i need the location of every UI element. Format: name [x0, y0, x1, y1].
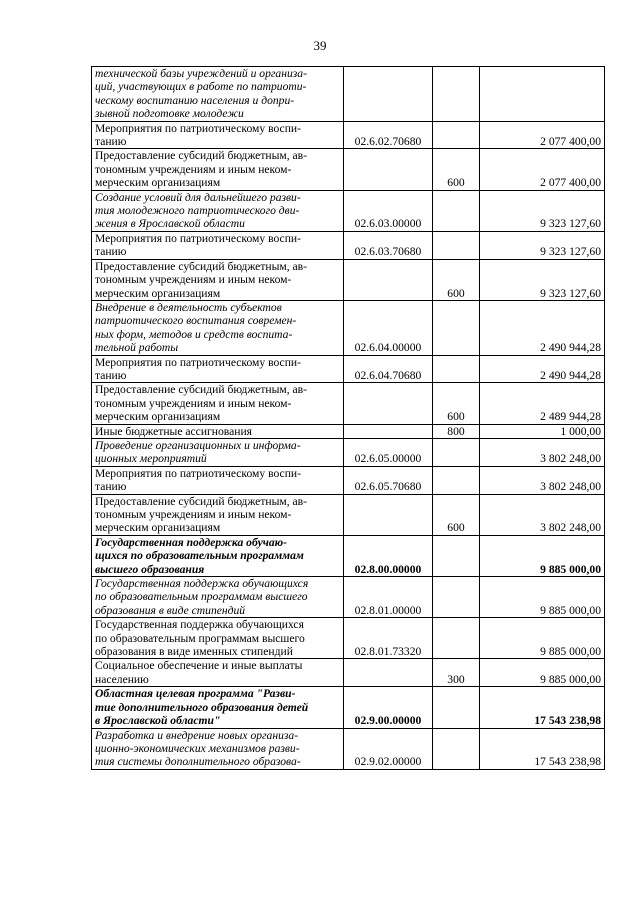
row-amount-cell: 9 885 000,00: [480, 659, 605, 687]
row-name-cell: Внедрение в деятельность субъектов патриотического воспитания современ- ных форм, методов и средств воспита- тельной работы: [92, 300, 344, 355]
row-expense-type-cell: [433, 67, 480, 122]
row-code-cell: [344, 424, 433, 438]
table-row: [92, 383, 605, 424]
table-row: [92, 577, 605, 618]
row-name-cell: технической базы учреждений и организа- ций, участвующих в работе по патриоти- ческому воспитанию населения и допри- зывной подготовке молодежи: [92, 67, 344, 122]
row-amount-cell: 3 802 248,00: [480, 494, 605, 535]
row-code-cell: 02.8.01.73320: [344, 618, 433, 659]
row-amount-cell: 9 323 127,60: [480, 259, 605, 300]
row-name-cell: Предоставление субсидий бюджетным, ав- тономным учреждениям и иным неком- мерческим организациям: [92, 494, 344, 535]
row-code-cell: 02.6.04.70680: [344, 355, 433, 383]
row-amount-cell: 9 323 127,60: [480, 190, 605, 231]
row-expense-type-cell: [433, 231, 480, 259]
row-name-cell: Иные бюджетные ассигнования: [92, 424, 344, 438]
table-row: [92, 190, 605, 231]
row-name-cell: Предоставление субсидий бюджетным, ав- тономным учреждениям и иным неком- мерческим организациям: [92, 383, 344, 424]
row-name-cell: Государственная поддержка обучающихся по образовательным программам высшего образования в виде именных стипендий: [92, 618, 344, 659]
row-amount-cell: 3 802 248,00: [480, 466, 605, 494]
table-row: [92, 67, 605, 122]
row-expense-type-cell: [433, 466, 480, 494]
row-amount-cell: 2 077 400,00: [480, 121, 605, 149]
row-expense-type-cell: 800: [433, 424, 480, 438]
table-row: [92, 424, 605, 438]
row-code-cell: [344, 383, 433, 424]
page-number: 39: [313, 38, 327, 53]
row-expense-type-cell: [433, 535, 480, 576]
row-code-cell: 02.8.00.00000: [344, 535, 433, 576]
row-expense-type-cell: [433, 687, 480, 728]
row-expense-type-cell: 300: [433, 659, 480, 687]
table-row: [92, 535, 605, 576]
row-amount-cell: 17 543 238,98: [480, 728, 605, 769]
row-expense-type-cell: [433, 438, 480, 466]
row-name-cell: Мероприятия по патриотическому воспи- танию: [92, 231, 344, 259]
row-amount-cell: 9 885 000,00: [480, 618, 605, 659]
row-code-cell: 02.6.02.70680: [344, 121, 433, 149]
table-row: [92, 618, 605, 659]
row-code-cell: [344, 67, 433, 122]
row-code-cell: [344, 259, 433, 300]
row-amount-cell: 9 885 000,00: [480, 535, 605, 576]
row-amount-cell: [480, 67, 605, 122]
row-code-cell: 02.6.05.70680: [344, 466, 433, 494]
row-name-cell: Мероприятия по патриотическому воспи- танию: [92, 355, 344, 383]
row-amount-cell: 9 323 127,60: [480, 231, 605, 259]
row-name-cell: Создание условий для дальнейшего разви- тия молодежного патриотического дви- жения в Ярославской области: [92, 190, 344, 231]
table-row: [92, 259, 605, 300]
row-expense-type-cell: 600: [433, 494, 480, 535]
row-code-cell: [344, 494, 433, 535]
row-code-cell: 02.8.01.00000: [344, 577, 433, 618]
row-name-cell: Государственная поддержка обучаю- щихся по образовательным программам высшего образования: [92, 535, 344, 576]
row-name-cell: Проведение организационных и информа- ционных мероприятий: [92, 438, 344, 466]
row-code-cell: [344, 149, 433, 190]
table-row: [92, 466, 605, 494]
row-expense-type-cell: [433, 577, 480, 618]
row-expense-type-cell: [433, 728, 480, 769]
row-name-cell: Областная целевая программа "Разви- тие дополнительного образования детей в Ярославской области": [92, 687, 344, 728]
row-expense-type-cell: [433, 121, 480, 149]
row-expense-type-cell: [433, 355, 480, 383]
table-row: [92, 231, 605, 259]
table-row: [92, 149, 605, 190]
row-code-cell: 02.9.02.00000: [344, 728, 433, 769]
table-row: [92, 121, 605, 149]
row-amount-cell: 2 489 944,28: [480, 383, 605, 424]
row-expense-type-cell: 600: [433, 383, 480, 424]
table-row: [92, 438, 605, 466]
row-amount-cell: 2 077 400,00: [480, 149, 605, 190]
row-name-cell: Разработка и внедрение новых организа- ционно-экономических механизмов разви- тия системы дополнительного образова-: [92, 728, 344, 769]
table-row: [92, 494, 605, 535]
row-code-cell: 02.6.04.00000: [344, 300, 433, 355]
row-amount-cell: 9 885 000,00: [480, 577, 605, 618]
row-expense-type-cell: 600: [433, 259, 480, 300]
budget-table-body: [92, 67, 605, 770]
row-name-cell: Государственная поддержка обучающихся по образовательным программам высшего образования в виде стипендий: [92, 577, 344, 618]
row-code-cell: 02.6.03.70680: [344, 231, 433, 259]
row-name-cell: Социальное обеспечение и иные выплаты населению: [92, 659, 344, 687]
row-code-cell: 02.6.03.00000: [344, 190, 433, 231]
row-expense-type-cell: [433, 190, 480, 231]
row-amount-cell: 17 543 238,98: [480, 687, 605, 728]
table-row: [92, 687, 605, 728]
row-amount-cell: 2 490 944,28: [480, 300, 605, 355]
table-row: [92, 300, 605, 355]
row-expense-type-cell: [433, 618, 480, 659]
row-name-cell: Мероприятия по патриотическому воспи- танию: [92, 466, 344, 494]
row-code-cell: 02.9.00.00000: [344, 687, 433, 728]
row-code-cell: 02.6.05.00000: [344, 438, 433, 466]
budget-table: [91, 66, 605, 770]
row-expense-type-cell: [433, 300, 480, 355]
table-row: [92, 355, 605, 383]
table-row: [92, 659, 605, 687]
row-amount-cell: 1 000,00: [480, 424, 605, 438]
row-name-cell: Мероприятия по патриотическому воспи- танию: [92, 121, 344, 149]
row-name-cell: Предоставление субсидий бюджетным, ав- тономным учреждениям и иным неком- мерческим организациям: [92, 149, 344, 190]
table-row: [92, 728, 605, 769]
row-amount-cell: 2 490 944,28: [480, 355, 605, 383]
row-name-cell: Предоставление субсидий бюджетным, ав- тономным учреждениям и иным неком- мерческим организациям: [92, 259, 344, 300]
row-expense-type-cell: 600: [433, 149, 480, 190]
row-amount-cell: 3 802 248,00: [480, 438, 605, 466]
row-code-cell: [344, 659, 433, 687]
